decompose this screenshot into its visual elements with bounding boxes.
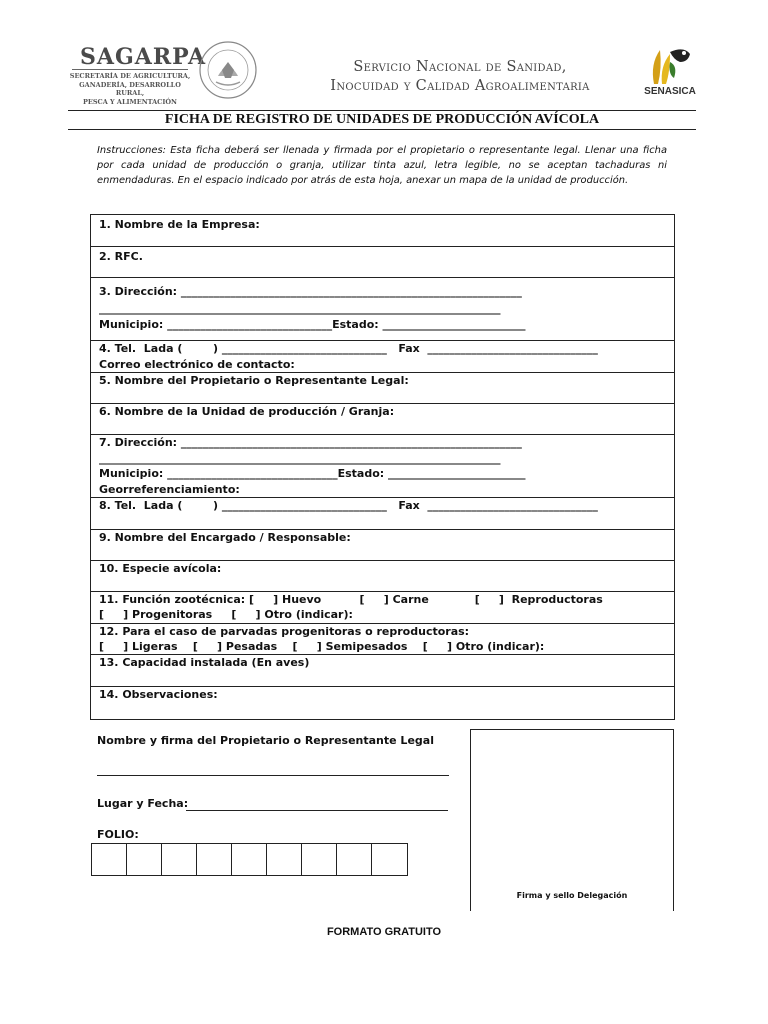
folio-digit-box[interactable] (127, 844, 162, 875)
field-zootechnic-function[interactable] (91, 592, 674, 624)
sagarpa-rule (72, 69, 188, 70)
folio-digit-box[interactable] (162, 844, 197, 875)
field-rfc[interactable] (91, 247, 674, 278)
field-observations[interactable] (91, 687, 674, 719)
folio-digit-box[interactable] (92, 844, 127, 875)
footer-free-format: FORMATO GRATUITO (326, 926, 442, 938)
sagarpa-subtitle-line: SECRETARÍA DE AGRICULTURA, (69, 72, 191, 80)
field-unit-address[interactable] (91, 435, 674, 498)
folio-label: FOLIO: (97, 828, 139, 841)
senasica-logo-icon (640, 44, 702, 88)
place-date-line[interactable] (186, 810, 448, 811)
sagarpa-title: SAGARPA (80, 44, 207, 70)
field-label: Correo electrónico de contacto: (99, 357, 295, 371)
folio-digit-box[interactable] (197, 844, 232, 875)
field-label: 13. Capacidad instalada (En aves) (99, 656, 310, 669)
agency-name (300, 58, 620, 96)
owner-signature-line[interactable] (97, 775, 449, 776)
field-label: 5. Nombre del Propietario o Representante Legal: (99, 374, 409, 387)
sagarpa-subtitle-line: PESCA Y ALIMENTACIÓN (82, 97, 177, 106)
field-label: Georreferenciamiento: (99, 482, 240, 496)
field-unit-name[interactable] (91, 404, 674, 435)
field-line: Municipio: _______________________________Estado: _________________________ (99, 467, 526, 480)
instructions: Instrucciones: Esta ficha deberá ser llenada y firmada por el propietario o representante legal. Llenar una ficha por cada unidad de producción o granja, utilizar tinta azul, letra legible, no se aceptan tachaduras ni enmendaduras. En el espacio indicado por atrás de esta hoja, anexar un mapa de la unidad de producción. (97, 145, 667, 186)
field-label: 6. Nombre de la Unidad de producción / Granja: (99, 405, 395, 418)
field-owner-name[interactable] (91, 373, 674, 404)
agency-line-2: Inocuidad y Calidad Agroalimentaria (330, 78, 590, 94)
field-options: [ ] Ligeras [ ] Pesadas [ ] Semipesados [ ] Otro (indicar): (99, 640, 545, 653)
field-label: 12. Para el caso de parvadas progenitoras o reproductoras: (99, 625, 470, 638)
title-bottom-rule (68, 129, 696, 130)
field-unit-phone[interactable] (91, 498, 674, 530)
field-line: _________________________________________________________________________ (99, 301, 501, 315)
field-bird-species[interactable] (91, 561, 674, 592)
field-label: 9. Nombre del Encargado / Responsable: (99, 531, 351, 544)
sagarpa-subtitle-line: GANADERÍA, DESARROLLO RURAL, (79, 80, 181, 97)
field-label: 3. Dirección: ______________________________________________________________ (99, 285, 522, 298)
owner-signature-label: Nombre y firma del Propietario o Representante Legal (97, 734, 434, 747)
field-label: 4. Tel. Lada ( ) ______________________________ Fax _______________________________ (99, 342, 598, 355)
sagarpa-subtitle (66, 72, 194, 106)
folio-digit-box[interactable] (302, 844, 337, 875)
place-date-label: Lugar y Fecha: (97, 797, 189, 810)
folio-digit-box[interactable] (232, 844, 267, 875)
folio-digit-box[interactable] (372, 844, 407, 875)
delegation-stamp-box[interactable] (470, 729, 674, 911)
field-phone[interactable] (91, 341, 674, 373)
field-address[interactable] (91, 278, 674, 341)
agency-line-1: Servicio Nacional de Sanidad, (353, 59, 567, 75)
delegation-stamp-label: Firma y sello Delegación (516, 891, 628, 900)
field-manager-name[interactable] (91, 530, 674, 561)
field-flock-type[interactable] (91, 624, 674, 655)
folio-boxes (91, 843, 408, 876)
document-title: FICHA DE REGISTRO DE UNIDADES DE PRODUCCIÓN AVÍCOLA (164, 112, 600, 127)
registration-form (90, 214, 675, 720)
folio-digit-box[interactable] (337, 844, 372, 875)
title-top-rule (68, 110, 696, 111)
field-label: 2. RFC. (99, 250, 143, 263)
field-line: _________________________________________________________________________ (99, 451, 501, 465)
senasica-name: SENASICA (644, 86, 696, 97)
mexico-seal-icon (198, 40, 258, 100)
field-company-name[interactable] (91, 215, 674, 247)
field-label: 8. Tel. Lada ( ) ______________________________ Fax _______________________________ (99, 499, 598, 512)
folio-digit-box[interactable] (267, 844, 302, 875)
field-options: [ ] Progenitoras [ ] Otro (indicar): (99, 608, 353, 621)
field-label: 11. Función zootécnica: [ ] Huevo [ ] Carne [ ] Reproductoras (99, 593, 603, 606)
field-label: 1. Nombre de la Empresa: (99, 218, 260, 231)
field-installed-capacity[interactable] (91, 655, 674, 687)
field-line: Municipio: ______________________________Estado: __________________________ (99, 318, 526, 331)
field-label: 10. Especie avícola: (99, 562, 222, 575)
field-label: 7. Dirección: ______________________________________________________________ (99, 436, 522, 449)
field-label: 14. Observaciones: (99, 688, 218, 701)
